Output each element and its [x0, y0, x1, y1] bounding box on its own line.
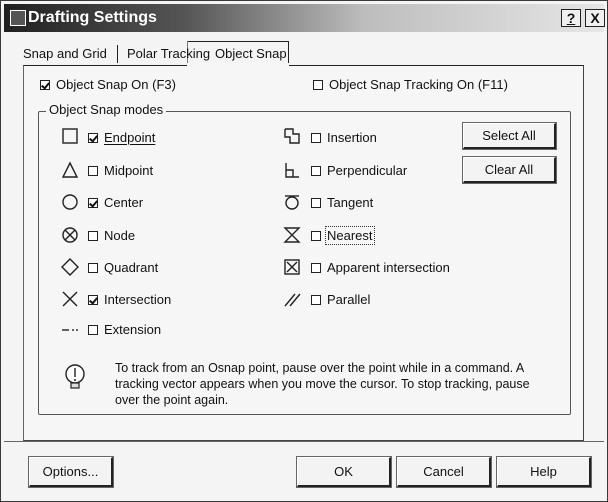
tangent-icon [283, 193, 301, 211]
center-icon [61, 193, 79, 211]
perpendicular-checkbox[interactable] [311, 163, 407, 178]
parallel-label: Parallel [327, 292, 371, 307]
help-button[interactable]: Help [497, 457, 591, 487]
options-button[interactable]: Options... [29, 457, 113, 487]
midpoint-label: Midpoint [104, 163, 154, 178]
clear-all-button[interactable]: Clear All [463, 157, 556, 183]
extension-label: Extension [104, 322, 162, 337]
checkbox-box[interactable] [311, 133, 321, 143]
separator [4, 441, 604, 442]
parallel-checkbox[interactable] [311, 292, 370, 307]
checkbox-box[interactable] [311, 198, 321, 208]
insertion-label: Insertion [327, 130, 377, 145]
app-icon [10, 10, 26, 26]
checkbox-box[interactable] [311, 166, 321, 176]
checkbox-box[interactable] [88, 166, 98, 176]
ok-button[interactable]: OK [297, 457, 391, 487]
tab-border [288, 41, 289, 65]
group-label: Object Snap modes [46, 102, 166, 117]
center-checkbox[interactable] [88, 195, 143, 210]
apparent-intersection-label: Apparent intersection [327, 260, 450, 275]
close-button[interactable]: X [585, 9, 605, 27]
parallel-icon [283, 290, 301, 308]
intersection-icon [61, 290, 79, 308]
cancel-button[interactable]: Cancel [397, 457, 491, 487]
tangent-checkbox[interactable] [311, 195, 373, 210]
node-checkbox[interactable] [88, 228, 135, 243]
checkbox-box[interactable] [88, 133, 98, 143]
checkbox-box[interactable] [40, 80, 50, 90]
tracking-info-text: To track from an Osnap point, pause over the point while in a command. A tracking vector appears when you move the cursor. To stop tracking, pause over the point again. [115, 361, 530, 407]
perpendicular-icon [283, 161, 301, 179]
tangent-label: Tangent [327, 195, 374, 210]
help-title-button[interactable]: ? [561, 9, 581, 27]
window-title: Drafting Settings [28, 9, 157, 26]
extension-icon [61, 320, 79, 338]
checkbox-box[interactable] [88, 231, 98, 241]
object-snap-on-label: Object Snap On (F3) [56, 77, 176, 92]
checkbox-box[interactable] [311, 263, 321, 273]
checkbox-box[interactable] [313, 80, 323, 90]
checkbox-box[interactable] [88, 198, 98, 208]
node-icon [61, 226, 79, 244]
checkbox-box[interactable] [311, 295, 321, 305]
intersection-checkbox[interactable] [88, 292, 171, 307]
checkbox-box[interactable] [311, 231, 321, 241]
lightbulb-icon [63, 363, 87, 391]
intersection-label: Intersection [104, 292, 172, 307]
midpoint-icon [61, 161, 79, 179]
tab-polar-tracking[interactable]: Polar Tracking [127, 46, 211, 61]
extension-checkbox[interactable] [88, 322, 161, 337]
quadrant-label: Quadrant [104, 260, 159, 275]
nearest-label: Nearest [327, 228, 373, 243]
apparent-intersection-checkbox[interactable] [311, 260, 450, 275]
node-label: Node [104, 228, 136, 243]
endpoint-label: Endpoint [104, 130, 156, 145]
nearest-icon [283, 226, 301, 244]
nearest-checkbox[interactable] [311, 228, 373, 243]
select-all-button[interactable]: Select All [463, 123, 556, 149]
tab-snap-and-grid[interactable]: Snap and Grid [23, 46, 107, 61]
apparent-intersection-icon [283, 258, 301, 276]
quadrant-checkbox[interactable] [88, 260, 158, 275]
checkbox-box[interactable] [88, 295, 98, 305]
endpoint-checkbox[interactable] [88, 130, 155, 145]
tab-separator [117, 45, 118, 63]
center-label: Center [104, 195, 144, 210]
object-snap-on-checkbox[interactable] [40, 77, 176, 92]
tab-border [187, 41, 289, 42]
perpendicular-label: Perpendicular [327, 163, 408, 178]
tab-object-snap[interactable]: Object Snap [215, 46, 287, 61]
object-snap-tracking-checkbox[interactable] [313, 77, 508, 92]
checkbox-box[interactable] [88, 325, 98, 335]
insertion-icon [283, 127, 301, 145]
insertion-checkbox[interactable] [311, 130, 377, 145]
endpoint-icon [61, 127, 79, 145]
midpoint-checkbox[interactable] [88, 163, 153, 178]
quadrant-icon [61, 258, 79, 276]
checkbox-box[interactable] [88, 263, 98, 273]
object-snap-tracking-label: Object Snap Tracking On (F11) [329, 77, 508, 92]
title-bar[interactable] [4, 4, 604, 32]
